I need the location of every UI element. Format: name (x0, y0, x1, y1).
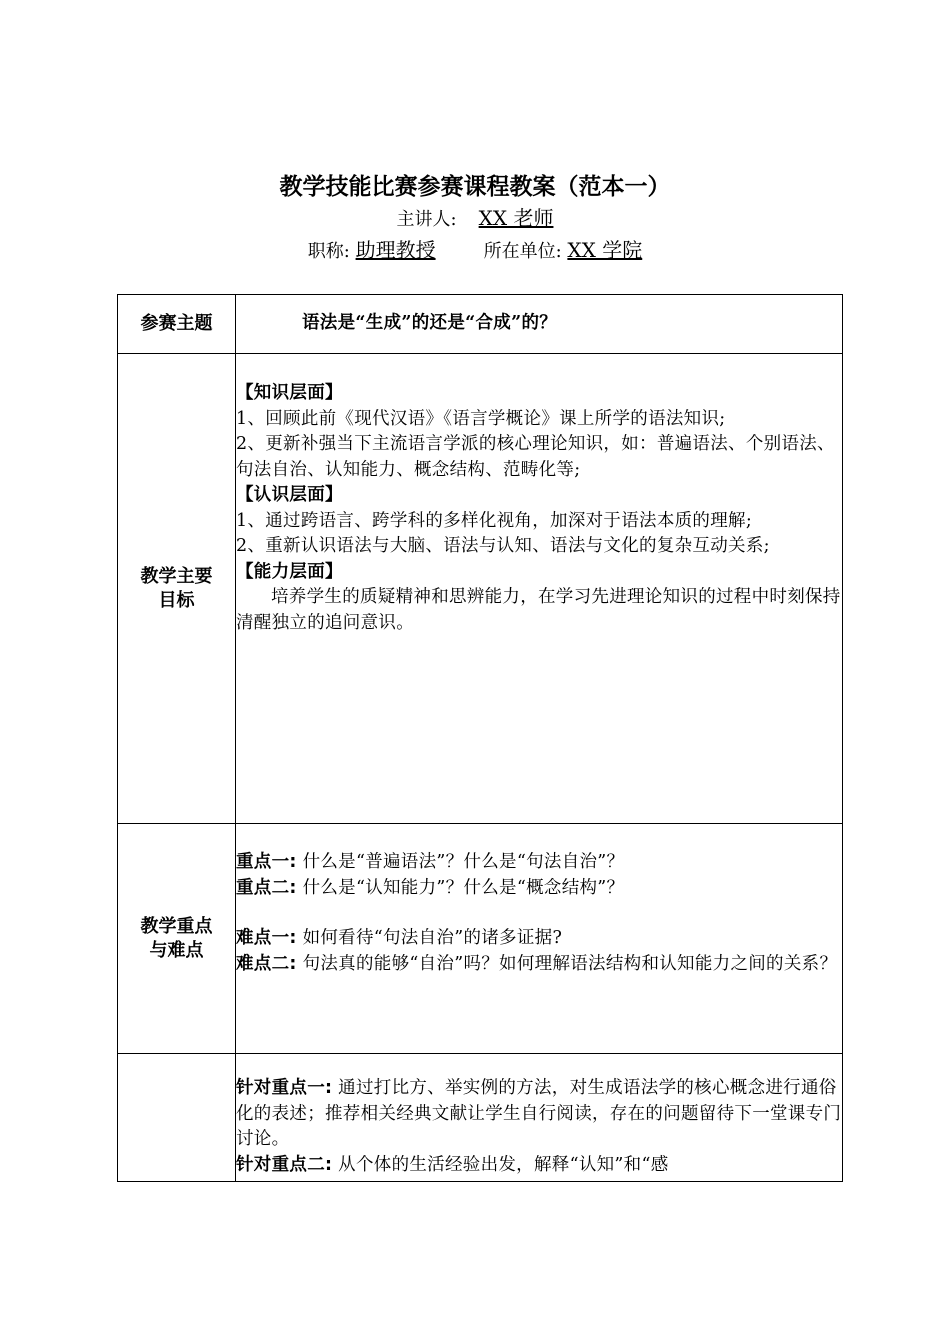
affiliation-line (0, 234, 950, 263)
cognition-heading: 【认识层面】 (236, 485, 343, 505)
strategy-content (236, 1054, 843, 1182)
goals-label (118, 354, 236, 824)
presenter-label: 主讲人: (396, 209, 457, 230)
keypoints-label-line2: 与难点 (149, 939, 204, 961)
keypoints-label (118, 824, 236, 1054)
goals-label-line2: 目标 (158, 589, 195, 611)
ability-heading: 【能力层面】 (236, 561, 343, 582)
keypoints-label-line1: 教学重点 (140, 915, 213, 937)
key-point-2: 重点二: 什么是“认知能力”？什么是“概念结构”？ (236, 877, 625, 898)
cognition-item-1: 1、通过跨语言、跨学科的多样化视角，加深对于语法本质的理解; (236, 510, 753, 531)
goals-row (118, 354, 843, 824)
topic-row (118, 295, 843, 354)
strategy-2: 针对重点二: 从个体的生活经验出发，解释“认知”和“感 (236, 1154, 669, 1175)
topic-value: 语法是“生成”的还是“合成”的？ (236, 295, 843, 354)
unit-value: XX 学院 (567, 238, 643, 262)
knowledge-item-1: 1、回顾此前《现代汉语》《语言学概论》课上所学的语法知识; (236, 408, 726, 429)
strategy-1: 针对重点一: 通过打比方、举实例的方法，对生成语法学的核心概念进行通俗化的表述；推荐相关经典文献让学生自行阅读，存在的问题留待下一堂课专门讨论。 (236, 1078, 842, 1149)
cognition-item-2: 2、重新认识语法与大脑、语法与认知、语法与文化的复杂互动关系; (236, 536, 770, 556)
job-title-label: 职称: (307, 241, 350, 262)
page-title: 教学技能比赛参赛课程教案（范本一） (279, 174, 671, 200)
topic-label: 参赛主题 (118, 295, 236, 354)
strategy-row (118, 1054, 843, 1182)
presenter-name: XX 老师 (478, 206, 554, 230)
lesson-plan-table (117, 294, 843, 1182)
keypoints-content (236, 824, 843, 1054)
keypoints-row (118, 824, 843, 1054)
job-title-value: 助理教授 (355, 238, 436, 262)
unit-label: 所在单位: (483, 241, 562, 262)
knowledge-item-2: 2、更新补强当下主流语言学派的核心理论知识，如：普遍语法、个别语法、句法自治、认知能力、概念结构、范畴化等; (236, 434, 835, 480)
goals-label-line1: 教学主要 (140, 565, 213, 587)
difficulty-2: 难点二: 句法真的能够“自治”吗？如何理解语法结构和认知能力之间的关系？ (236, 953, 838, 974)
presenter-line (0, 202, 950, 231)
key-point-1: 重点一: 什么是“普遍语法”？什么是“句法自治”？ (236, 852, 625, 872)
knowledge-heading: 【知识层面】 (236, 383, 343, 403)
goals-content (236, 354, 843, 824)
difficulty-1: 难点一: 如何看待“句法自治”的诸多证据? (236, 928, 563, 948)
ability-item-1: 培养学生的质疑精神和思辨能力，在学习先进理论知识的过程中时刻保持清醒独立的追问意识。 (236, 587, 841, 633)
strategy-label (118, 1054, 236, 1182)
